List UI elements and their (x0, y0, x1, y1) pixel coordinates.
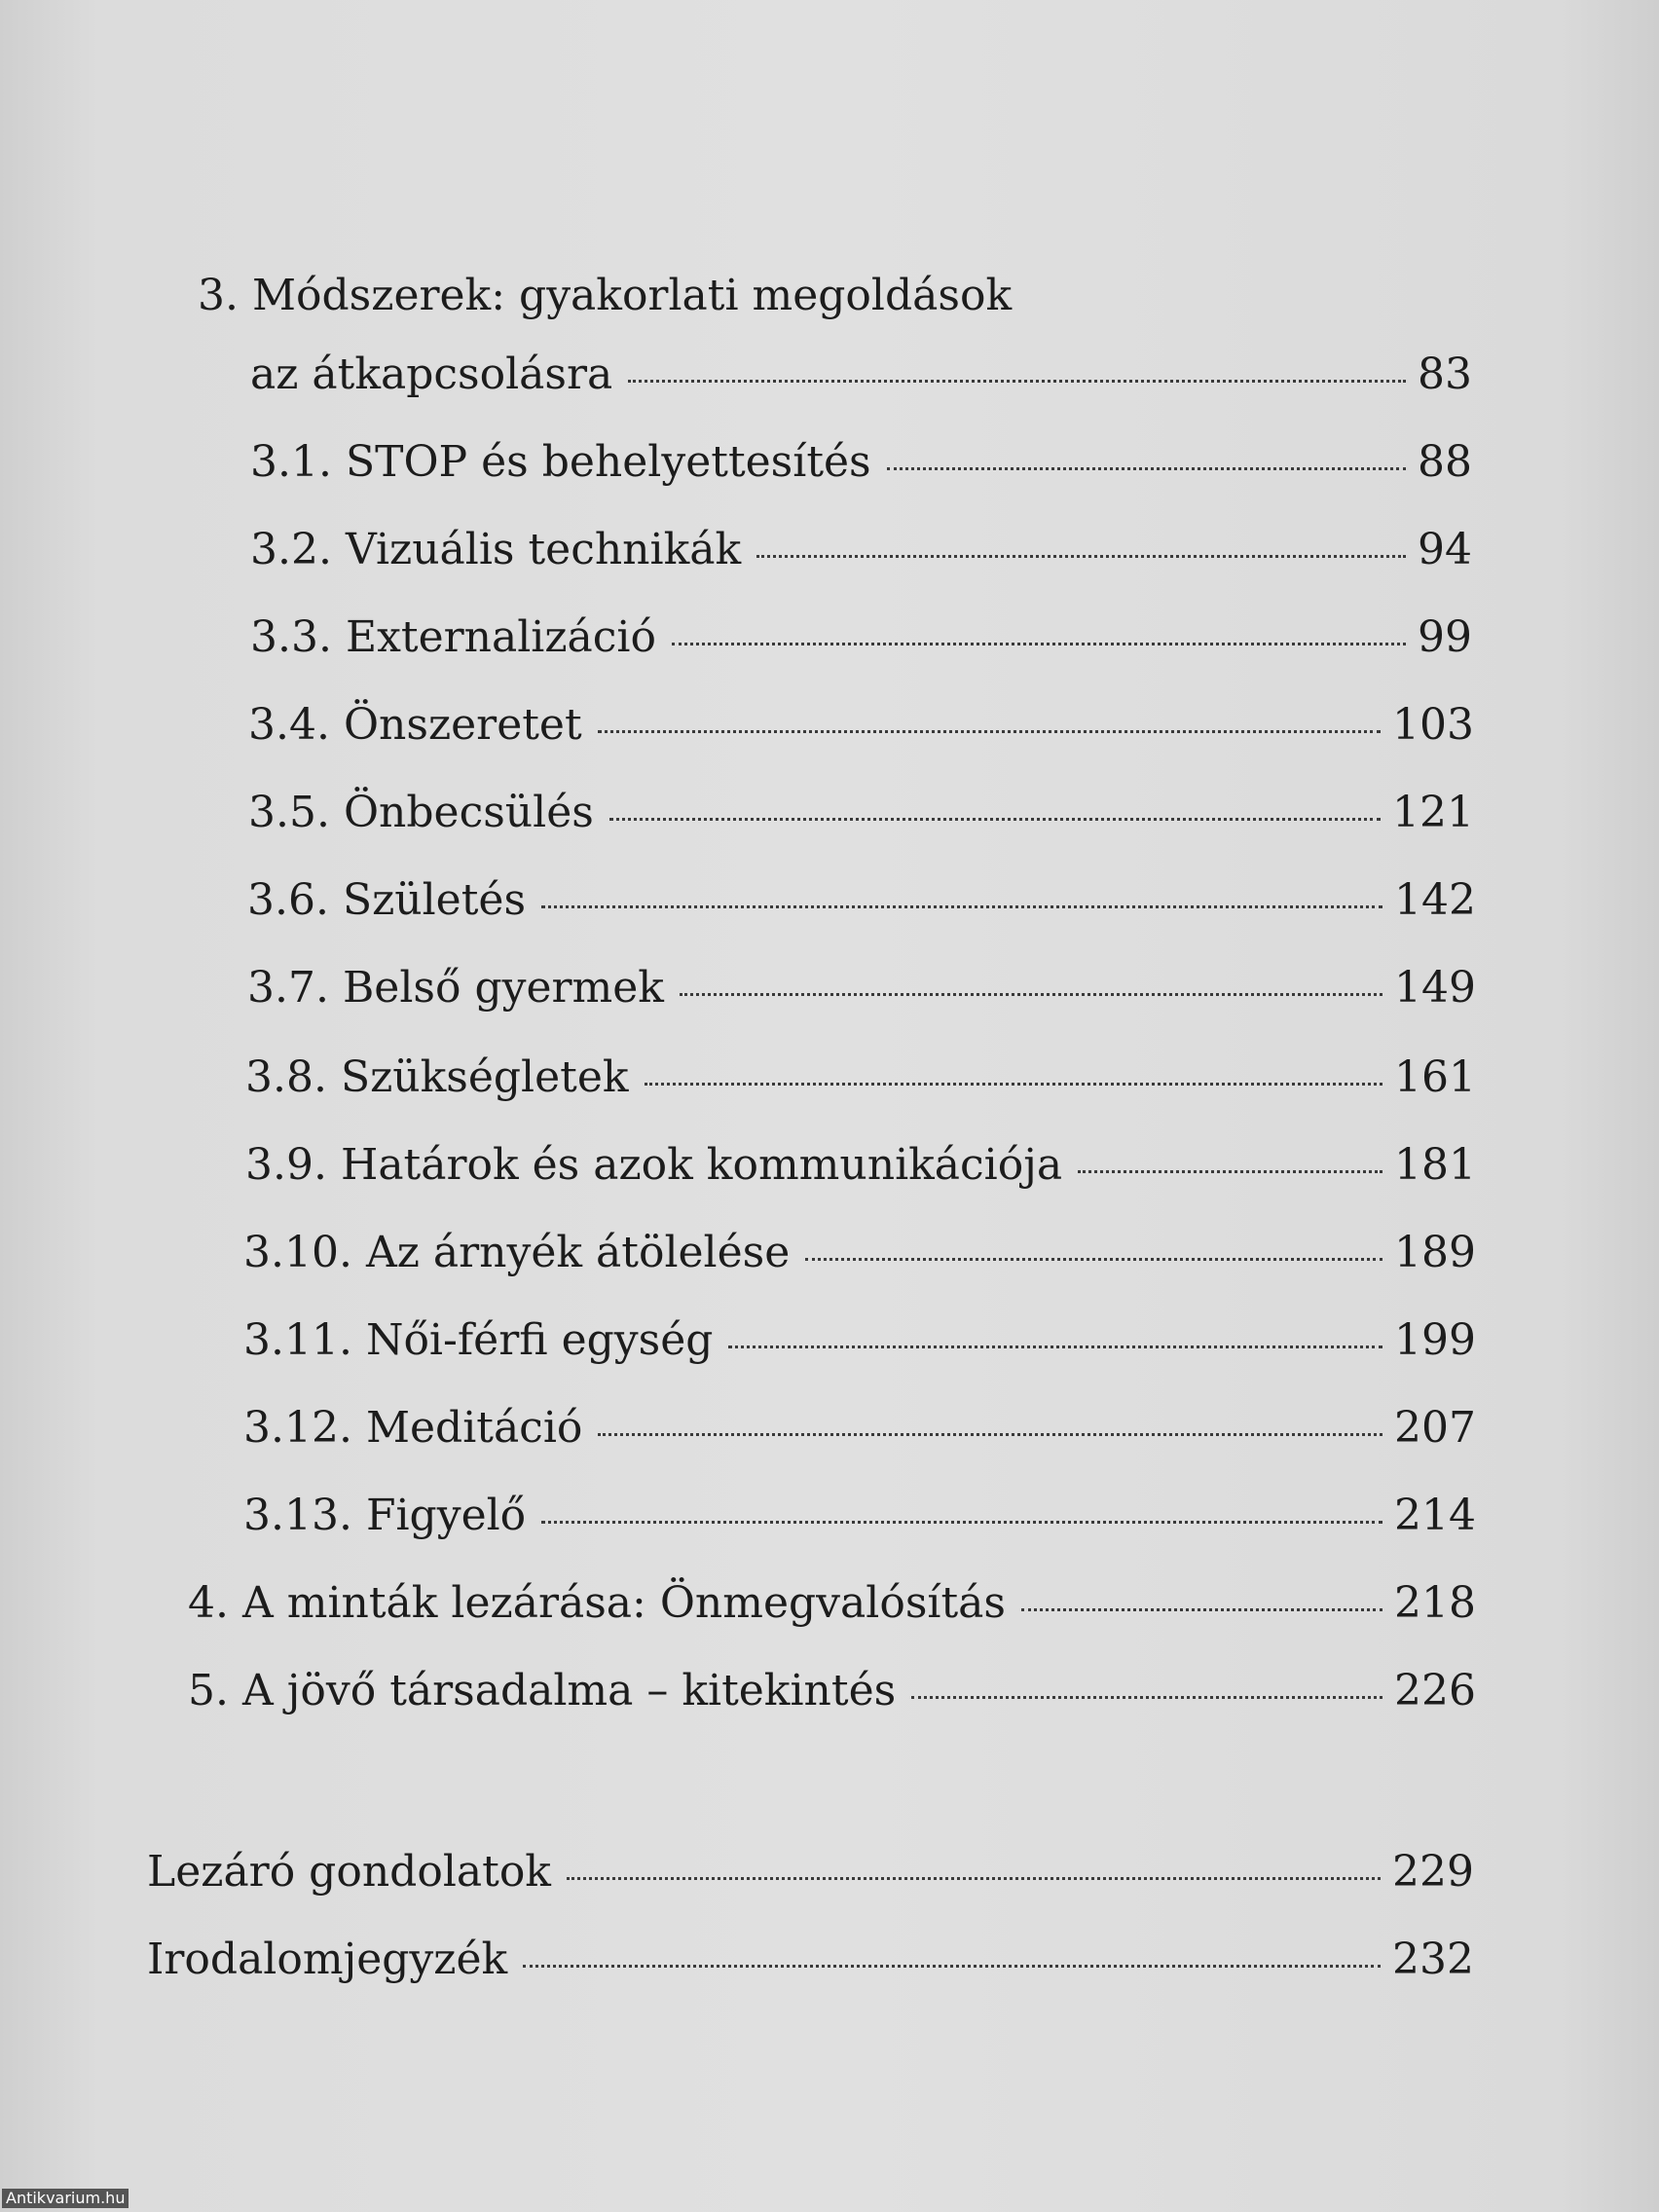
toc-entry-label: 3.6. Születés (247, 875, 527, 925)
toc-page-number: 88 (1418, 437, 1472, 487)
toc-entry-closing-thoughts (147, 1843, 1474, 1901)
toc-page-number: 142 (1394, 875, 1476, 925)
toc-entry-label: 3.1. STOP és behelyettesítés (250, 437, 871, 487)
dot-leader (567, 1877, 1381, 1880)
toc-page-number: 207 (1394, 1403, 1476, 1453)
toc-entry-label: 5. A jövő társadalma – kitekintés (188, 1666, 897, 1715)
chapter-3-title-line1: 3. Módszerek: gyakorlati megoldások (198, 271, 1013, 320)
toc-page-number: 218 (1394, 1578, 1476, 1628)
toc-entry-label: 3.11. Női-férfi egység (243, 1315, 714, 1365)
toc-entry-3-4 (248, 696, 1474, 755)
toc-entry-3-1 (250, 433, 1472, 492)
toc-page-number: 103 (1392, 700, 1474, 750)
dot-leader (1021, 1608, 1382, 1611)
toc-entry-3-5 (248, 784, 1474, 842)
toc-entry-label: Lezáró gondolatok (147, 1847, 551, 1897)
toc-entry-3-2 (250, 521, 1472, 579)
toc-entry-label: 4. A minták lezárása: Önmegvalósítás (188, 1578, 1006, 1628)
toc-entry-3-7 (247, 959, 1476, 1017)
toc-entry-label: az átkapcsolásra (250, 350, 613, 399)
toc-entry-3-6 (247, 871, 1476, 930)
source-watermark: Antikvarium.hu (2, 2189, 129, 2208)
toc-entry-label: Irodalomjegyzék (147, 1935, 508, 1984)
toc-entry-label: 3.2. Vizuális technikák (250, 525, 742, 574)
toc-entry-label: 3.5. Önbecsülés (248, 788, 594, 837)
toc-entry-3-3 (250, 608, 1472, 667)
toc-entry-chapter-3 (250, 346, 1472, 404)
dot-leader (756, 555, 1406, 558)
toc-page-number: 149 (1394, 963, 1476, 1013)
toc-entry-label: 3.10. Az árnyék átölelése (243, 1228, 791, 1277)
toc-entry-3-8 (245, 1049, 1476, 1107)
toc-page-number: 214 (1394, 1491, 1476, 1540)
dot-leader (645, 1083, 1382, 1086)
dot-leader (541, 905, 1382, 908)
dot-leader (598, 730, 1381, 733)
toc-page-number: 226 (1394, 1666, 1476, 1715)
toc-page-number: 99 (1418, 612, 1472, 662)
dot-leader (1078, 1170, 1382, 1173)
toc-page-number: 229 (1392, 1847, 1474, 1897)
toc-entry-chapter-4 (188, 1574, 1476, 1633)
toc-entry-3-10 (243, 1224, 1476, 1282)
toc-page-number: 189 (1394, 1228, 1476, 1277)
toc-entry-label: 3.12. Meditáció (243, 1403, 583, 1453)
toc-page-number: 181 (1394, 1140, 1476, 1190)
toc-entry-label: 3.13. Figyelő (243, 1491, 527, 1540)
toc-entry-bibliography (147, 1931, 1474, 1989)
toc-page-number: 94 (1418, 525, 1472, 574)
dot-leader (628, 380, 1406, 383)
dot-leader (598, 1433, 1382, 1436)
dot-leader (680, 993, 1382, 996)
toc-entry-label: 3.7. Belső gyermek (247, 963, 664, 1013)
toc-page-number: 161 (1394, 1052, 1476, 1102)
toc-entry-label: 3.8. Szükségletek (245, 1052, 629, 1102)
toc-entry-label: 3.3. Externalizáció (250, 612, 656, 662)
toc-entry-chapter-5 (188, 1662, 1476, 1720)
dot-leader (672, 643, 1406, 645)
toc-entry-3-11 (243, 1311, 1476, 1370)
toc-entry-label: 3.9. Határok és azok kommunikációja (245, 1140, 1063, 1190)
toc-page-number: 232 (1392, 1935, 1474, 1984)
dot-leader (911, 1696, 1382, 1699)
toc-entry-3-13 (243, 1487, 1476, 1545)
dot-leader (609, 818, 1381, 821)
toc-page-number: 121 (1392, 788, 1474, 837)
dot-leader (523, 1965, 1381, 1968)
dot-leader (541, 1521, 1382, 1524)
dot-leader (887, 467, 1406, 470)
toc-entry-label: 3.4. Önszeretet (248, 700, 582, 750)
toc-entry-3-9 (245, 1136, 1476, 1195)
dot-leader (805, 1258, 1382, 1261)
toc-entry-3-12 (243, 1399, 1476, 1457)
toc-page-number: 83 (1418, 350, 1472, 399)
dot-leader (728, 1346, 1382, 1348)
toc-page-number: 199 (1394, 1315, 1476, 1365)
